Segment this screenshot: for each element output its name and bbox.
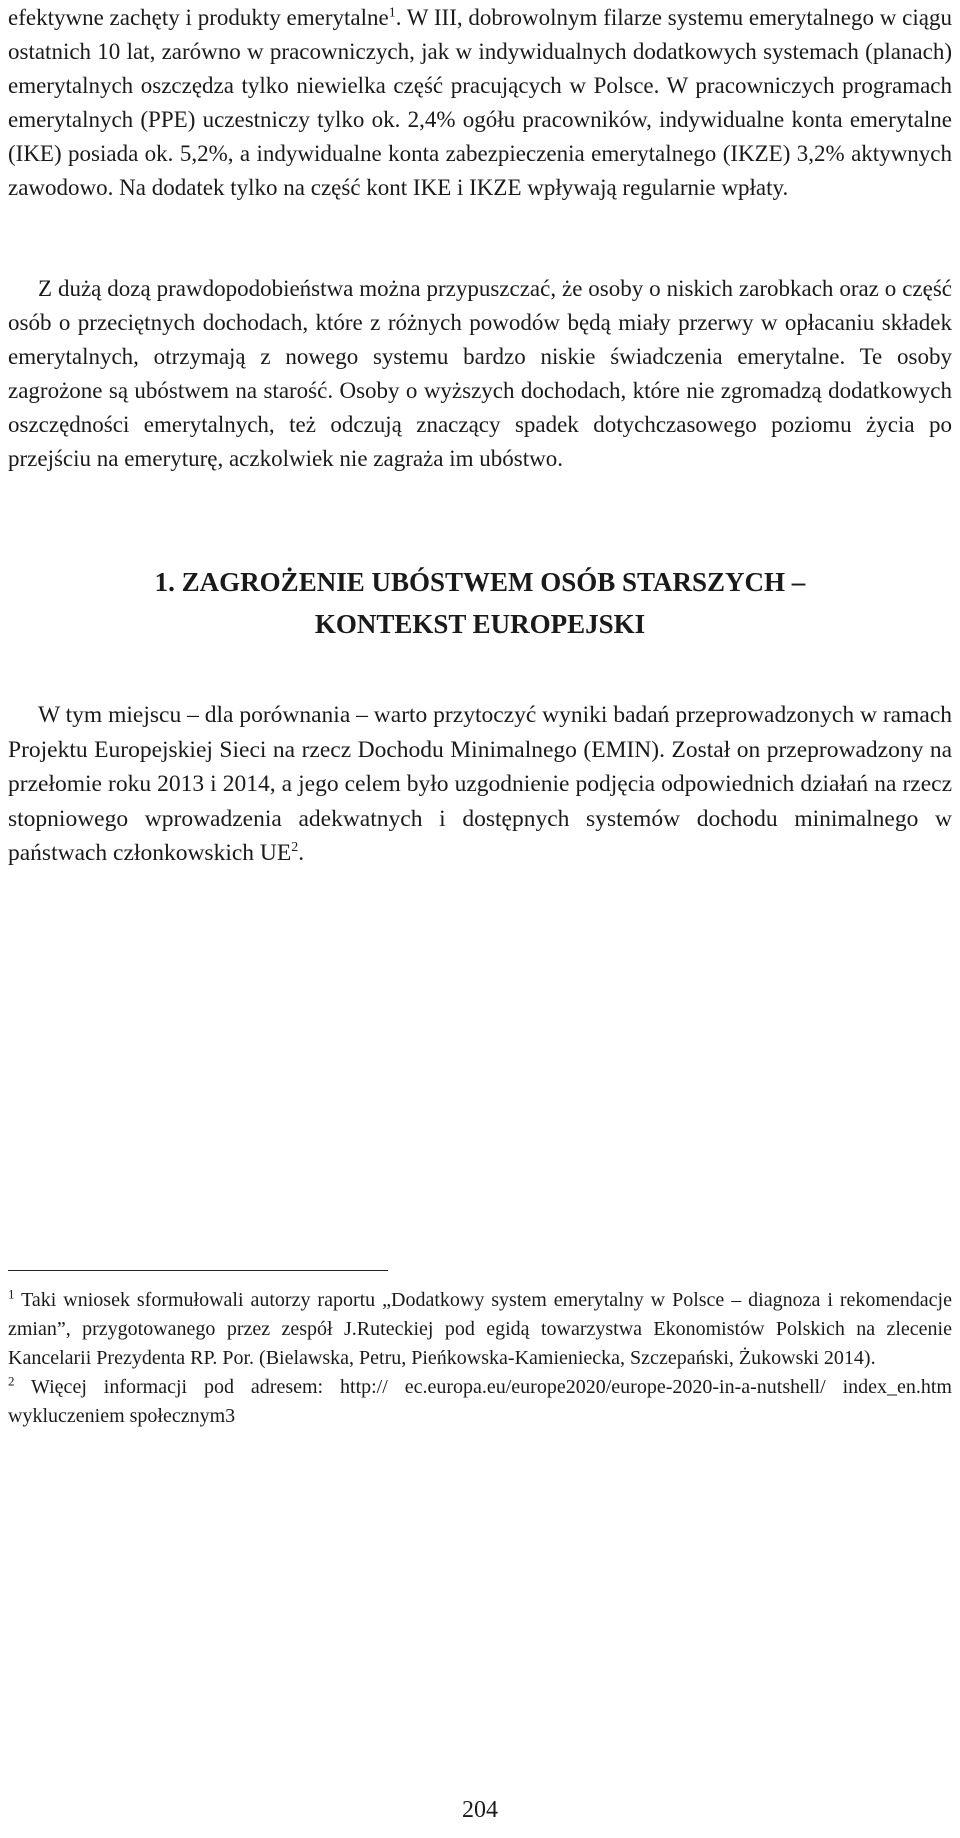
section-paragraph — [8, 698, 952, 871]
paragraph-text: efektywne zachęty i produkty emerytalne — [8, 5, 389, 30]
body-paragraph — [8, 1, 952, 205]
section-heading-line: 1. ZAGROŻENIE UBÓSTWEM OSÓB STARSZYCH – — [154, 567, 806, 597]
paragraph-text: W tym miejscu – dla porównania – warto przytoczyć wyniki badań przeprowadzonych w ramach Projektu Europejskiej Sieci na rzecz Dochodu Minimalnego (EMIN). Został on przeprowadzony na przełomie roku 2013 i 2014, a jego celem było uzgodnienie podjęcia odpowiednich działań na rzecz stopniowego wprowadzenia adekwatnych i dostępnych systemów dochodu minimalnego w państwach członkowskich UE — [8, 702, 952, 866]
footnote-text: Więcej informacji pod adresem: http:// ec.europa.eu/europe2020/europe-2020-in-a-nutshell/ index_en.htm wykluczeniem społecznym3 — [8, 1376, 952, 1427]
footnote-reference[interactable]: 1 — [388, 5, 396, 21]
footnote — [8, 1286, 952, 1373]
footnote-number: 2 — [8, 1373, 15, 1389]
footnote-text: Taki wniosek sformułowali autorzy raportu „Dodatkowy system emerytalny w Polsce – diagnoza i rekomendacje zmian”, przygotowanego przez zespół J.Ruteckiej pod egidą towarzystwa Ekonomistów Polskich na zlecenie Kancelarii Prezydenta RP. Por. (Bielawska, Petru, Pieńkowska-Kamieniecka, Szczepański, Żukowski 2014). — [8, 1289, 952, 1369]
footnote-number: 1 — [8, 1286, 15, 1302]
paragraph-text: . W III, dobrowolnym filarze systemu emerytalnego w ciągu ostatnich 10 lat, zarówno w pracowniczych, jak w indywidualnych dodatkowych systemach (planach) emerytalnych oszczędza tylko niewielka część pracujących w Polsce. W pracowniczych programach emerytalnych (PPE) uczestniczy tylko ok. 2,4% ogółu pracowników, indywidualne konta emerytalne (IKE) posiada ok. 5,2%, a indywidualne konta zabezpieczenia emerytalnego (IKZE) 3,2% aktywnych zawodowo. Na dodatek tylko na część kont IKE i IKZE wpływają regularnie wpłaty. — [8, 5, 952, 200]
footnote-separator — [8, 1270, 388, 1271]
section-heading-line: KONTEKST EUROPEJSKI — [314, 609, 646, 639]
page-number: 204 — [462, 1797, 498, 1823]
document-page — [8, 0, 952, 1838]
paragraph-text: . — [298, 840, 305, 866]
footnote-reference[interactable]: 2 — [291, 840, 299, 856]
paragraph-text: Z dużą dozą prawdopodobieństwa można przypuszczać, że osoby o niskich zarobkach oraz o część osób o przeciętnych dochodach, które z różnych powodów będą miały przerwy w opłacaniu składek emerytalnych, otrzymają z nowego systemu bardzo niskie świadczenia emerytalne. Te osoby zagrożone są ubóstwem na starość. Osoby o wyższych dochodach, które nie zgromadzą dodatkowych oszczędności emerytalnych, też odczują znaczący spadek dotychczasowego poziomu życia po przejściu na emeryturę, aczkolwiek nie zagraża im ubóstwo. — [8, 276, 952, 471]
section-heading — [8, 561, 952, 645]
body-paragraph — [8, 272, 952, 476]
footnotes — [8, 1286, 952, 1431]
footnote — [8, 1373, 952, 1431]
